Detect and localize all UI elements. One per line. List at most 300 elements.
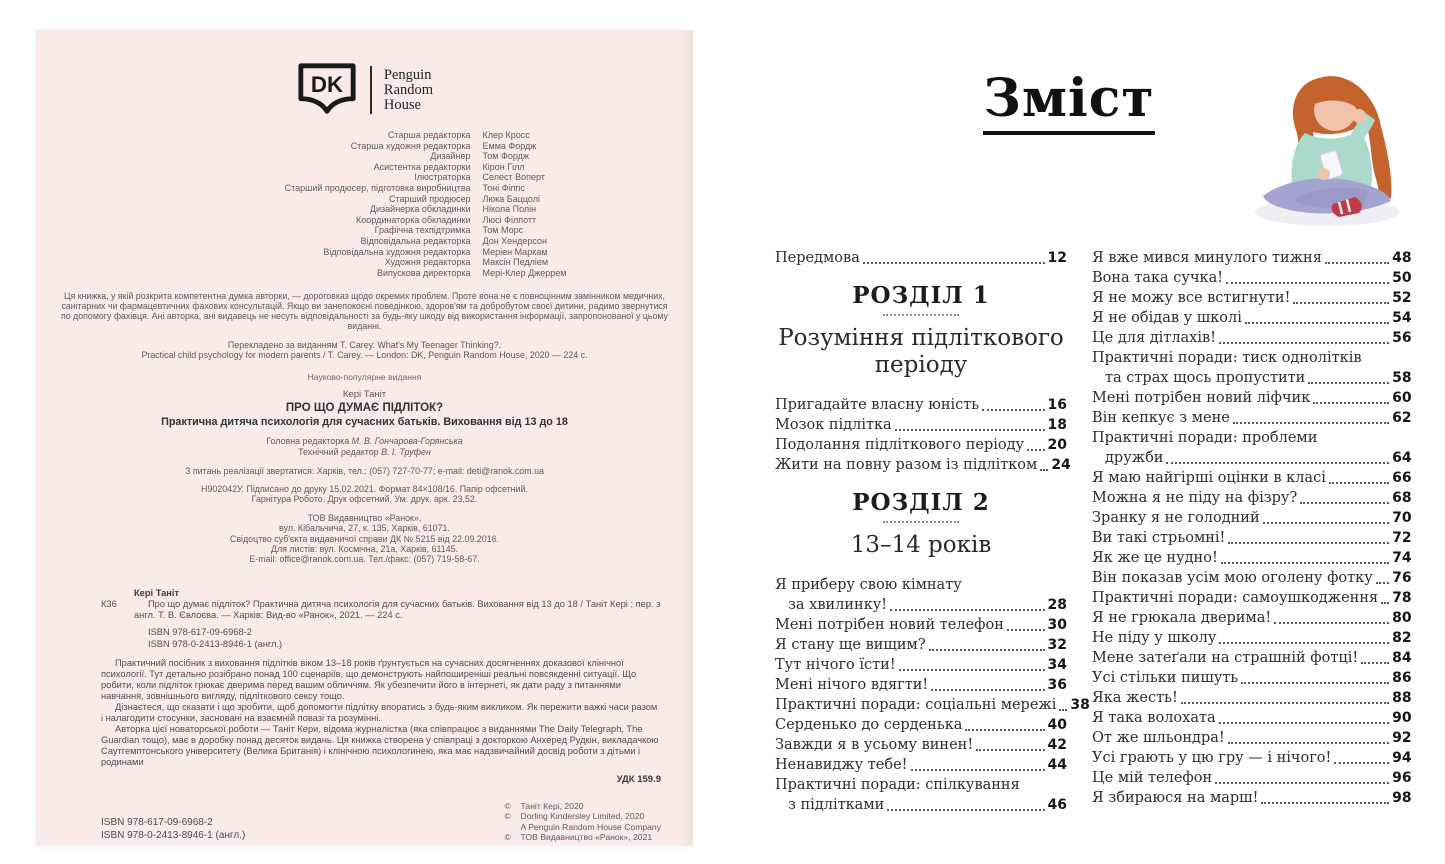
catalog-index-code: К36: [101, 599, 117, 610]
dot-leader: [1245, 322, 1389, 324]
toc-page-number: 50: [1392, 270, 1412, 286]
print-info-line: Гарнітура Робото. Друк офсетний. Ум. друк. арк. 23,52.: [251, 493, 478, 504]
toc-entry-label: Практичні поради: самоушкодження: [1092, 590, 1379, 606]
toc-entry-line: [1092, 688, 1412, 708]
toc-page-number: 52: [1392, 290, 1412, 306]
toc-entry-label: Мене затеґали на страшній фотці!: [1092, 650, 1359, 666]
edition-type: Науково-популярне видання: [307, 372, 422, 383]
catalog-isbn-list: [148, 627, 661, 650]
toc-page-number: 32: [1047, 637, 1067, 653]
toc-entry: [775, 735, 1067, 755]
dot-leader: [1308, 382, 1389, 384]
toc-page-number: 24: [1051, 457, 1071, 473]
copyright-symbol: ©: [504, 832, 511, 843]
toc-entry: [1092, 308, 1412, 328]
toc-entry-label: Яка жесть!: [1092, 690, 1178, 706]
catalog-card-author: Кері Таніт: [134, 588, 180, 599]
credit-role: Художня редакторка: [384, 257, 471, 268]
toc-entry: [1092, 468, 1412, 488]
dot-leader: [1313, 402, 1389, 404]
staff-name: М. В. Гончарова-Горянська: [351, 436, 463, 447]
dot-leader: [1300, 502, 1389, 504]
contents-page: [693, 0, 1445, 864]
toc-entry-label: Мозок підлітка: [775, 417, 892, 433]
toc-entry-label: Вона така сучка!: [1092, 270, 1224, 286]
staff-list: [60, 436, 669, 456]
toc-entry-label: Я вже мився минулого тижня: [1092, 250, 1322, 266]
toc-entry-line: [1092, 368, 1412, 388]
toc-entry-label: Я така волохата: [1092, 710, 1216, 726]
dot-leader: [1325, 262, 1389, 264]
toc-page-number: 16: [1047, 397, 1067, 413]
toc-page-number: 96: [1392, 770, 1412, 786]
toc-entry-line: [775, 795, 1067, 815]
toc-page-number: 86: [1392, 670, 1412, 686]
credit-role: Ілюстраторка: [414, 172, 471, 183]
toc-entry-label: Ви такі стрьомні!: [1092, 530, 1226, 546]
copyright-line: [505, 811, 661, 821]
dot-leader: [1027, 449, 1044, 451]
toc-page-number: 80: [1392, 610, 1412, 626]
copyright-text: Таніт Кері, 2020: [520, 801, 584, 812]
chapter-divider-dots: [883, 314, 959, 316]
toc-entry-line: [775, 775, 1067, 795]
toc-entry: [775, 395, 1067, 415]
toc-entry-label: От же шльондра!: [1092, 730, 1225, 746]
dot-leader: [1219, 722, 1390, 724]
toc-entry-label: Тут нічого їсти!: [775, 657, 896, 673]
toc-entry-line: [1092, 528, 1412, 548]
toc-entry: [1092, 748, 1412, 768]
toc-entry: [1092, 548, 1412, 568]
toc-entry-line: [775, 395, 1067, 415]
toc-entry-line: [1092, 748, 1412, 768]
book-subtitle: Практична дитяча психологія для сучасних батьків. Виховання від 13 до 18: [161, 416, 568, 429]
dot-leader: [931, 689, 1044, 691]
credit-role: Старша художня редакторка: [350, 140, 471, 151]
copyright-symbol: ©: [504, 801, 511, 812]
dot-leader: [887, 809, 1044, 811]
toc-entry-line: [1092, 268, 1412, 288]
toc-entry-label: Мені потрібен новий телефон: [775, 617, 1004, 633]
isbn-line: ISBN 978-0-2413-8946-1 (англ.): [101, 830, 246, 842]
toc-entry-line: [775, 715, 1067, 735]
toc-entry: [1092, 708, 1412, 728]
credit-name: Кірон Гілл: [482, 161, 525, 172]
dot-leader: [1293, 302, 1389, 304]
toc-page-number: 48: [1392, 250, 1412, 266]
dot-leader: [929, 649, 1045, 651]
toc-entry-line: [1092, 768, 1412, 788]
toc-entry: [1092, 408, 1412, 428]
toc-page-number: 84: [1392, 650, 1412, 666]
isbn-line: ISBN 978-0-2413-8946-1 (англ.): [148, 638, 283, 649]
publisher-info-line: ТОВ Видавництво «Ранок»,: [307, 513, 422, 524]
dot-leader: [1381, 602, 1389, 604]
toc-entry-label: дружби: [1105, 450, 1164, 466]
toc-entry-line: [1092, 548, 1412, 568]
toc-entry: [1092, 728, 1412, 748]
toc-entry-label: Серденько до серденька: [775, 717, 963, 733]
toc-entry: [1092, 288, 1412, 308]
toc-entry: [1092, 668, 1412, 688]
toc-entry-line: [775, 635, 1067, 655]
toc-entry-line: [1092, 248, 1412, 268]
toc-entry-label: Подолання підліткового періоду: [775, 437, 1025, 453]
toc-entry-line: [1092, 408, 1412, 428]
toc-entry-line: [1092, 628, 1412, 648]
credit-name: Том Фордж: [482, 151, 529, 162]
bottom-imprint-row: [101, 801, 661, 842]
toc-page-number: 60: [1392, 390, 1412, 406]
credit-role: Дизайнерка обкладинки: [369, 204, 471, 215]
toc-page-number: 20: [1047, 437, 1067, 453]
credit-name: Клер Кросс: [482, 130, 530, 140]
toc-entry: [1092, 528, 1412, 548]
hand-holding-phone-shape: [1318, 168, 1330, 180]
toc-entry-line: [1092, 348, 1412, 368]
toc-entry-line: [775, 455, 1071, 475]
credit-role: Старший продюсер: [388, 193, 471, 204]
toc-page-number: 82: [1392, 630, 1412, 646]
toc-entry-line: [775, 415, 1067, 435]
toc-entry: [1092, 768, 1412, 788]
dot-leader: [1219, 342, 1389, 344]
toc-entry: [775, 415, 1067, 435]
chapter-divider-dots: [883, 521, 959, 523]
copyright-line: [505, 822, 661, 832]
credit-name: Тоні Фіппс: [482, 182, 525, 193]
annotation-paragraph: Авторка цієї новаторської роботи — Таніт Кери, відома журналістка (яка співпрацює з виданнями The Daily Telegraph, The Guardian тощо), має в доробку понад десяток видань. Ця книжка створена у співпраці з докторкою Анхеред Рудкін, викладачкою Саутгемптонського університету (Велика Британія) і клінічною психологинею, яка має надзвичайний досвід роботи з дітьми і родинами: [101, 724, 659, 768]
toc-entry-line: [1092, 308, 1412, 328]
dot-leader: [1228, 542, 1389, 544]
toc-entry-label: Я маю найгірші оцінки в класі: [1092, 470, 1326, 486]
dot-leader: [890, 609, 1044, 611]
colophon-content: [36, 30, 693, 842]
toc-page-number: 42: [1047, 737, 1067, 753]
translation-note-line: Перекладено за виданням T. Carey. What's My Teenager Thinking?.: [227, 339, 502, 350]
dot-leader: [1274, 622, 1389, 624]
toc-page-number: 62: [1392, 410, 1412, 426]
dot-leader: [899, 669, 1045, 671]
toc-page-number: 68: [1392, 490, 1412, 506]
toc-page-number: 78: [1392, 590, 1412, 606]
contents-column-right: [1092, 248, 1412, 815]
staff-name: В. І. Труфен: [381, 446, 431, 457]
toc-entry-line: [1092, 568, 1412, 588]
toc-entry: [1092, 268, 1412, 288]
isbn-line: ISBN 978-617-09-6968-2: [148, 627, 252, 638]
sales-contact-line: З питань реалізації звертатися: Харків, тел.: (057) 727-70-77; e-mail: deti@ranok.com.ua: [185, 465, 544, 476]
dot-leader: [1261, 802, 1389, 804]
copyright-list: [505, 801, 661, 842]
disclaimer-text: Ця книжка, у якій розкрита компетентна думка авторки, — дороговказ щодо окремих проблем. Проте вона не є повноцінним замінником медичних, санітарних чи фармацевтичних фахових консультацій. Якщо ви занепокоєні поведінкою, здоров'ям та добробутом своєї дитини, радимо звернутися по допомогу фахівця. Ані авторка, ані видавець не несуть відповідальності за будь-яку шкоду від використання інформації, запропонованої у цьому виданні.: [61, 291, 668, 332]
credit-name: Нікола Полін: [482, 204, 537, 215]
hand-on-face-shape: [1352, 109, 1366, 123]
teen-girl-phone-illustration: [1235, 66, 1407, 234]
credit-name: Селест Воперт: [482, 172, 545, 183]
isbn-line: ISBN 978-617-09-6968-2: [101, 817, 213, 829]
toc-entry-label: Він показав усім мою оголену фотку: [1092, 570, 1373, 586]
toc-entry: [1092, 248, 1412, 268]
dot-leader: [911, 769, 1045, 771]
toc-entry: [1092, 648, 1412, 668]
toc-page-number: 58: [1392, 370, 1412, 386]
toc-entry-label: Практичні поради: спілкування: [775, 777, 1020, 793]
toc-page-number: 12: [1047, 250, 1067, 266]
credit-role: Випускова директорка: [376, 267, 471, 278]
catalog-card-entry: Про що думає підліток? Практична дитяча психологія для сучасних батьків. Виховання від 13 до 18 / Таніт Кері ; пер. з англ. Т. В. Євлоєва. — Харків: Вид-во «Ранок», 2021. — 224 с.: [134, 599, 661, 621]
toc-entry-label: Як же це нудно!: [1092, 550, 1218, 566]
toc-entry-line: [1092, 388, 1412, 408]
toc-entry-label: Пригадайте власну юність: [775, 397, 980, 413]
toc-entry: [1092, 488, 1412, 508]
toc-entry: [775, 695, 1090, 715]
copyright-text: A Penguin Random House Company: [520, 821, 661, 832]
credit-name: Люсі Філпотт: [482, 214, 537, 225]
toc-entry: [1092, 388, 1412, 408]
toc-entry-label: Це мій телефон: [1092, 770, 1213, 786]
book-author: Кері Таніт: [342, 389, 387, 401]
toc-entry-line: [775, 735, 1067, 755]
translation-note: [60, 340, 669, 360]
toc-entry-line: [775, 575, 1067, 595]
toc-entry-label: Ненавиджу тебе!: [775, 757, 908, 773]
toc-chapter: [775, 489, 1067, 559]
credit-role: Координаторка обкладинки: [356, 214, 471, 225]
toc-entry-label: Практичні поради: соціальні мережі: [775, 697, 1057, 713]
print-info-line: Н902042У. Підписано до друку 15.02.2021. Формат 84×108/16. Папір офсетний.: [201, 483, 528, 494]
toc-entry-line: [775, 675, 1067, 695]
toc-page-number: 94: [1392, 750, 1412, 766]
credit-name: Меріен Маркам: [482, 246, 548, 257]
publisher-info: [60, 513, 669, 564]
dot-leader: [1219, 642, 1389, 644]
toc-page-number: 28: [1047, 597, 1067, 613]
toc-entry-label: та страх щось пропустити: [1105, 370, 1306, 386]
toc-entry-line: [775, 248, 1067, 268]
toc-page-number: 40: [1047, 717, 1067, 733]
chapter-subtitle: 13–14 років: [850, 532, 992, 558]
toc-entry-label: Я не грюкала дверима!: [1092, 610, 1272, 626]
copyright-text: Dorling Kindersley Limited, 2020: [520, 811, 645, 822]
toc-entry-label: Жити на повну разом із підлітком: [775, 457, 1038, 473]
credit-name: Максін Педліем: [482, 257, 549, 268]
dot-leader: [1233, 422, 1389, 424]
dot-leader: [1007, 629, 1045, 631]
toc-entry-label: з підлітками: [788, 797, 885, 813]
dot-leader: [1228, 742, 1389, 744]
copyright-symbol: ©: [504, 811, 511, 822]
book-title: ПРО ЩО ДУМАЄ ПІДЛІТОК?: [285, 402, 444, 415]
toc-entry-line: [1092, 328, 1412, 348]
contents-columns: [775, 248, 1412, 815]
catalog-card: [101, 588, 661, 785]
catalog-card-row: [101, 599, 661, 621]
chapter-heading: РОЗДІЛ 1: [852, 282, 990, 309]
publisher-logo-block: [60, 60, 669, 120]
annotation-paragraph: Практичний посібник з виховання підлітків віком 13–18 років ґрунтується на сучасних досягненнях доказової клінічної психології. Тут детально розібрано понад 100 сценаріїв, що демонструють найпоширеніші реальні повсякденні ситуації. Що робити, коли підліток грюкає дверима перед вашим обличчям. Як убезпечити його в інтернеті, як дати раду з питаннями навчання, зовнішнього вигляду, підліткового сексу тощо.: [101, 658, 637, 702]
dot-leader: [1226, 282, 1389, 284]
toc-page-number: 34: [1047, 657, 1067, 673]
publisher-name-line: Random: [383, 81, 434, 98]
toc-entry-line: [775, 435, 1067, 455]
credit-role: Старша редакторка: [387, 130, 471, 140]
toc-entry: [1092, 428, 1412, 468]
credit-name: Том Морс: [482, 225, 524, 236]
toc-entry: [1092, 568, 1412, 588]
chapter-heading: РОЗДІЛ 2: [852, 489, 990, 516]
toc-entry-line: [1092, 468, 1412, 488]
publisher-info-line: E-mail: office@ranok.com.ua. Тел./факс: (057) 719-58-67.: [249, 553, 480, 564]
dot-leader: [1361, 662, 1389, 664]
toc-entry-line: [1092, 648, 1412, 668]
toc-entry: [1092, 328, 1412, 348]
toc-entry: [1092, 788, 1412, 808]
toc-entry-label: Я збираюся на марш!: [1092, 790, 1259, 806]
dot-leader: [1040, 469, 1048, 471]
dot-leader: [976, 749, 1044, 751]
udc-code: УДК 159.9: [616, 774, 661, 786]
toc-entry-label: за хвилинку!: [788, 597, 888, 613]
toc-entry: [1092, 628, 1412, 648]
dot-leader: [1241, 682, 1389, 684]
dot-leader: [1263, 522, 1390, 524]
toc-entry-line: [775, 695, 1090, 715]
toc-entry-line: [1092, 708, 1412, 728]
copyright-symbol: [505, 822, 514, 832]
toc-entry: [775, 435, 1067, 455]
toc-entry-label: Мені потрібен новий ліфчик: [1092, 390, 1311, 406]
logo-divider: [370, 66, 372, 114]
toc-entry-line: [1092, 448, 1412, 468]
colophon-page: [36, 30, 693, 846]
credit-name: Емма Фордж: [482, 140, 537, 151]
toc-entry-line: [775, 615, 1067, 635]
copyright-line: [505, 832, 661, 842]
toc-entry-line: [775, 655, 1067, 675]
toc-entry-label: Усі стільки пишуть: [1092, 670, 1239, 686]
toc-entry-line: [1092, 428, 1412, 448]
credit-name: Дон Хендерсон: [482, 235, 547, 246]
toc-entry-line: [1092, 668, 1412, 688]
credit-role: Старший продюсер, підготовка виробництва: [284, 182, 471, 193]
toc-page-number: 38: [1070, 697, 1090, 713]
toc-entry-label: Зранку я не голодний: [1092, 510, 1260, 526]
publisher-info-line: Для листів: вул. Космічна, 21а, Харків, 61145.: [270, 543, 459, 554]
toc-entry: [775, 675, 1067, 695]
copyright-line: [505, 801, 661, 811]
dot-leader: [895, 429, 1045, 431]
toc-entry-label: Я не можу все встигнути!: [1092, 290, 1291, 306]
toc-entry-label: Практичні поради: тиск однолітків: [1092, 350, 1362, 366]
contents-column-left: [775, 248, 1090, 815]
credit-role: Відповідальна художня редакторка: [323, 246, 471, 257]
publisher-info-line: вул. Кібальчича, 27, к. 135, Харків, 61071.: [279, 523, 450, 534]
toc-entry-label: Завжди я в усьому винен!: [775, 737, 974, 753]
credit-role: Графічна техпідтримка: [374, 225, 471, 236]
toc-entry-label: Він кепкує з мене: [1092, 410, 1230, 426]
dot-leader: [1181, 702, 1389, 704]
annotation-paragraph: Дізнаєтеся, що сказати і що зробити, щоб допомогти підлітку впоратись з будь-яким викликом. Як пережити важкі часи разом і налагодити стосунки, засновані на взаємній повазі та розумінні.: [101, 702, 658, 724]
toc-page-number: 56: [1392, 330, 1412, 346]
toc-entry: [1092, 348, 1412, 388]
toc-page-number: 46: [1047, 797, 1067, 813]
toc-page-number: 74: [1392, 550, 1412, 566]
toc-page-number: 70: [1392, 510, 1412, 526]
publisher-name-line: Penguin: [383, 66, 432, 83]
credit-name: Мері-Клер Джеррем: [482, 267, 567, 278]
toc-entry: [775, 635, 1067, 655]
dot-leader: [982, 409, 1044, 411]
toc-entry-label: Я стану ще вищим?: [775, 637, 926, 653]
credit-role: Дизайнер: [430, 151, 471, 162]
toc-entry: [775, 248, 1067, 268]
toc-page-number: 54: [1392, 310, 1412, 326]
toc-page-number: 30: [1047, 617, 1067, 633]
toc-entry-label: Я не обідав у школі: [1092, 310, 1242, 326]
copyright-text: ТОВ Видавництво «Ранок», 2021: [520, 832, 653, 843]
dot-leader: [1334, 762, 1389, 764]
toc-entry-line: [1092, 728, 1412, 748]
toc-entry: [1092, 608, 1412, 628]
toc-entry-line: [775, 755, 1067, 775]
toc-entry: [775, 775, 1067, 815]
toc-page-number: 92: [1392, 730, 1412, 746]
credits-list: [105, 130, 625, 278]
dot-leader: [1376, 582, 1389, 584]
toc-page-number: 98: [1392, 790, 1412, 806]
staff-line: [60, 447, 669, 457]
toc-entry-label: Це для дітлахів!: [1092, 330, 1216, 346]
toc-entry-line: [1092, 488, 1412, 508]
credit-role: Відповідальна редакторка: [360, 235, 471, 246]
dk-logo-text: DK: [310, 71, 344, 97]
toc-page-number: 18: [1047, 417, 1067, 433]
toc-entry-line: [1092, 588, 1412, 608]
credit-name: Люка Баццолі: [482, 193, 540, 204]
toc-entry-line: [1092, 508, 1412, 528]
toc-entry-line: [775, 595, 1067, 615]
dot-leader: [863, 262, 1045, 264]
toc-entry: [775, 715, 1067, 735]
publisher-info-line: Свідоцтво суб'єкта видавничої справи ДК № 5215 від 22.09.2016.: [229, 533, 500, 544]
staff-line: [60, 436, 669, 446]
toc-entry: [775, 615, 1067, 635]
toc-entry-label: Я приберу свою кімнату: [775, 577, 962, 593]
annotation: [101, 658, 661, 768]
toc-entry: [775, 755, 1067, 775]
toc-entry-label: Практичні поради: проблеми: [1092, 430, 1318, 446]
toc-entry: [1092, 688, 1412, 708]
toc-entry-label: Можна я не піду на фізру?: [1092, 490, 1298, 506]
toc-entry-label: Передмова: [775, 250, 860, 266]
print-info: [60, 484, 669, 504]
toc-page-number: 72: [1392, 530, 1412, 546]
toc-entry-label: Усі грають у цю гру — і нічого!: [1092, 750, 1332, 766]
chapter-subtitle: Розуміння підліткового періоду: [778, 325, 1064, 378]
dot-leader: [1215, 782, 1389, 784]
dot-leader: [1329, 482, 1389, 484]
toc-page-number: 44: [1047, 757, 1067, 773]
toc-entry: [775, 655, 1067, 675]
toc-page-number: 36: [1047, 677, 1067, 693]
toc-entry: [775, 455, 1071, 475]
toc-page-number: 90: [1392, 710, 1412, 726]
staff-role: Технічний редактор: [298, 446, 382, 457]
toc-entry-line: [1092, 608, 1412, 628]
toc-entry-line: [1092, 288, 1412, 308]
